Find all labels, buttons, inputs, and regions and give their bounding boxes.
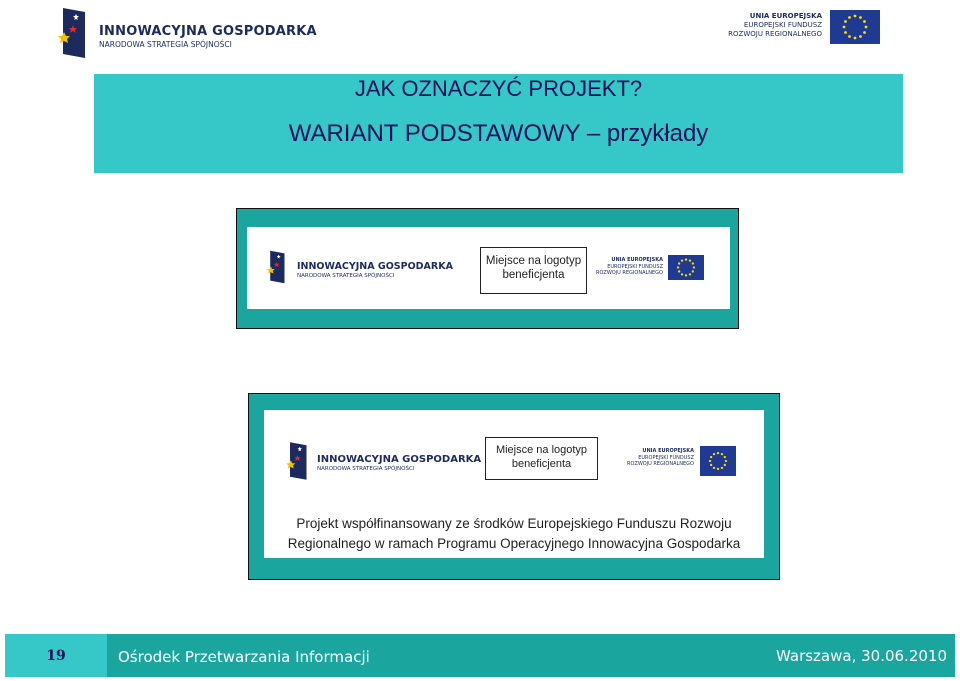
placeholder-line1: Miejsce na logotyp <box>485 255 582 267</box>
placeholder-line2: beneficjenta <box>511 458 572 470</box>
innovative-economy-star-icon <box>55 6 95 60</box>
organization-name: Ośrodek Przetwarzania Informacji <box>118 648 370 666</box>
placeholder-line1: Miejsce na logotyp <box>495 444 588 456</box>
slide-title: JAK OZNACZYĆ PROJEKT? <box>354 76 643 101</box>
footer-bar <box>5 634 955 677</box>
eu-logo <box>728 10 880 46</box>
title-banner <box>94 74 903 173</box>
example-1-eu-text <box>596 257 663 277</box>
place-date: Warszawa, 30.06.2010 <box>776 647 947 665</box>
ig-logo-title: INNOWACYJNA GOSPODARKA <box>99 24 317 39</box>
ig-logo-subtitle: NARODOWA STRATEGIA SPÓJNOŚCI <box>99 40 232 49</box>
eu-flag-icon <box>668 255 704 280</box>
cofinancing-statement <box>264 514 764 554</box>
innovative-economy-star-icon <box>265 247 291 287</box>
example-1-eu-line3: ROZWOJU REGIONALNEGO <box>595 270 663 276</box>
example-1-frame <box>236 208 739 329</box>
innovative-economy-star-icon <box>284 436 314 486</box>
example-2-logo-strip <box>264 410 764 558</box>
placeholder-line2: beneficjenta <box>502 269 565 281</box>
example-1-ig-subtitle: NARODOWA STRATEGIA SPÓJNOŚCI <box>297 273 395 279</box>
example-2-eu-text <box>627 448 694 468</box>
cofinancing-line1: Projekt współfinansowany ze środków Europejskiego Funduszu Rozwoju <box>296 516 732 531</box>
example-2-frame <box>248 393 780 580</box>
example-1-eu-line2: EUROPEJSKI FUNDUSZ <box>607 263 663 270</box>
eu-flag-icon <box>830 10 880 44</box>
cofinancing-line2: Regionalnego w ramach Programu Operacyjnego Innowacyjna Gospodarka <box>287 536 741 551</box>
innowacyjna-gospodarka-logo <box>55 6 315 60</box>
example-2-beneficiary-logo-placeholder <box>485 437 598 480</box>
example-1-logo-strip <box>247 227 730 309</box>
example-1-ig-title: INNOWACYJNA GOSPODARKA <box>297 261 453 272</box>
example-1-beneficiary-logo-placeholder <box>480 247 587 294</box>
eu-logo-line1: UNIA EUROPEJSKA <box>749 12 822 20</box>
slide-subtitle: WARIANT PODSTAWOWY – przykłady <box>288 120 709 147</box>
eu-logo-line2: EUROPEJSKI FUNDUSZ <box>743 21 822 29</box>
example-2-eu-line1: UNIA EUROPEJSKA <box>642 448 694 454</box>
eu-logo-text <box>728 12 822 39</box>
example-2-ig-title: INNOWACYJNA GOSPODARKA <box>317 454 482 465</box>
eu-logo-line3: ROZWOJU REGIONALNEGO <box>728 30 822 38</box>
eu-flag-icon <box>700 446 736 476</box>
page-number: 19 <box>5 634 107 677</box>
example-2-eu-line2: EUROPEJSKI FUNDUSZ <box>638 454 694 461</box>
example-2-eu-line3: ROZWOJU REGIONALNEGO <box>626 461 694 467</box>
example-2-ig-subtitle: NARODOWA STRATEGIA SPÓJNOŚCI <box>317 466 415 472</box>
example-1-eu-line1: UNIA EUROPEJSKA <box>611 257 663 263</box>
